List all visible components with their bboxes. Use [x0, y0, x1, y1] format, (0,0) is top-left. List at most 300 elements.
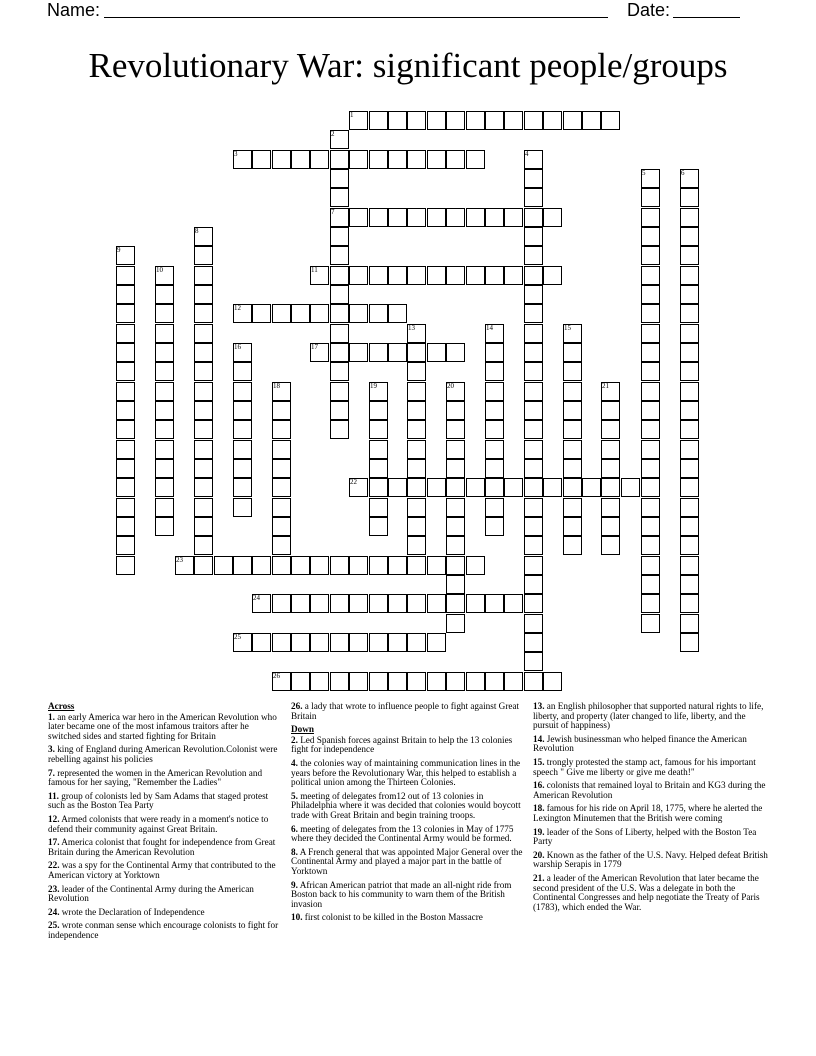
grid-cell[interactable]	[155, 517, 174, 536]
grid-cell[interactable]	[446, 420, 465, 439]
grid-cell[interactable]	[291, 594, 310, 613]
grid-cell[interactable]	[601, 498, 620, 517]
grid-cell[interactable]	[407, 343, 426, 362]
grid-cell[interactable]	[291, 304, 310, 323]
grid-cell[interactable]	[407, 556, 426, 575]
grid-cell[interactable]	[466, 150, 485, 169]
grid-cell[interactable]	[446, 672, 465, 691]
grid-cell[interactable]	[641, 517, 660, 536]
grid-cell[interactable]	[641, 440, 660, 459]
grid-cell[interactable]	[369, 150, 388, 169]
grid-cell[interactable]	[155, 459, 174, 478]
grid-cell[interactable]	[446, 594, 465, 613]
grid-cell[interactable]	[524, 536, 543, 555]
grid-cell[interactable]	[155, 343, 174, 362]
grid-cell[interactable]	[641, 343, 660, 362]
grid-cell[interactable]	[369, 111, 388, 130]
grid-cell[interactable]	[680, 362, 699, 381]
grid-cell[interactable]	[563, 111, 582, 130]
grid-cell[interactable]	[524, 575, 543, 594]
grid-cell[interactable]	[427, 478, 446, 497]
grid-cell[interactable]	[680, 285, 699, 304]
grid-cell[interactable]	[310, 556, 329, 575]
grid-cell[interactable]	[543, 111, 562, 130]
grid-cell[interactable]	[330, 285, 349, 304]
grid-cell[interactable]	[466, 672, 485, 691]
grid-cell[interactable]	[485, 672, 504, 691]
grid-cell[interactable]	[194, 498, 213, 517]
grid-cell[interactable]	[485, 420, 504, 439]
grid-cell[interactable]	[446, 536, 465, 555]
grid-cell[interactable]	[563, 517, 582, 536]
grid-cell[interactable]	[155, 420, 174, 439]
grid-cell[interactable]	[524, 208, 543, 227]
grid-cell[interactable]	[446, 111, 465, 130]
grid-cell[interactable]	[330, 188, 349, 207]
grid-cell[interactable]	[116, 266, 135, 285]
grid-cell[interactable]	[427, 150, 446, 169]
grid-cell[interactable]	[485, 401, 504, 420]
grid-cell[interactable]	[680, 208, 699, 227]
grid-cell[interactable]	[601, 440, 620, 459]
grid-cell[interactable]	[446, 208, 465, 227]
grid-cell[interactable]	[388, 150, 407, 169]
grid-cell[interactable]	[214, 556, 233, 575]
grid-cell[interactable]	[155, 478, 174, 497]
grid-cell[interactable]	[524, 362, 543, 381]
grid-cell[interactable]	[272, 536, 291, 555]
grid-cell[interactable]	[563, 382, 582, 401]
grid-cell[interactable]	[116, 440, 135, 459]
grid-cell[interactable]	[680, 614, 699, 633]
grid-cell[interactable]	[194, 556, 213, 575]
grid-cell[interactable]	[680, 575, 699, 594]
grid-cell[interactable]	[369, 633, 388, 652]
grid-cell[interactable]	[291, 556, 310, 575]
grid-cell[interactable]	[601, 459, 620, 478]
grid-cell[interactable]	[369, 440, 388, 459]
grid-cell[interactable]	[524, 672, 543, 691]
grid-cell[interactable]	[233, 440, 252, 459]
grid-cell[interactable]	[524, 633, 543, 652]
grid-cell[interactable]	[680, 517, 699, 536]
grid-cell[interactable]	[524, 111, 543, 130]
grid-cell[interactable]	[407, 672, 426, 691]
grid-cell[interactable]	[310, 304, 329, 323]
grid-cell[interactable]	[641, 420, 660, 439]
grid-cell[interactable]	[446, 556, 465, 575]
grid-cell[interactable]	[194, 324, 213, 343]
grid-cell[interactable]	[680, 401, 699, 420]
grid-cell[interactable]	[641, 266, 660, 285]
grid-cell[interactable]	[194, 343, 213, 362]
grid-cell[interactable]	[621, 478, 640, 497]
grid-cell[interactable]	[116, 362, 135, 381]
grid-cell[interactable]	[504, 111, 523, 130]
grid-cell[interactable]	[116, 401, 135, 420]
grid-cell[interactable]	[194, 440, 213, 459]
grid-cell[interactable]	[543, 478, 562, 497]
grid-cell[interactable]	[272, 594, 291, 613]
grid-cell[interactable]	[407, 362, 426, 381]
grid-cell[interactable]	[601, 517, 620, 536]
grid-cell[interactable]	[369, 478, 388, 497]
grid-cell[interactable]	[252, 556, 271, 575]
grid-cell[interactable]	[485, 478, 504, 497]
grid-cell[interactable]	[349, 266, 368, 285]
grid-cell[interactable]	[272, 478, 291, 497]
grid-cell[interactable]	[563, 401, 582, 420]
grid-cell[interactable]	[155, 324, 174, 343]
grid-cell[interactable]	[504, 266, 523, 285]
grid-cell[interactable]	[524, 478, 543, 497]
grid-cell[interactable]	[485, 440, 504, 459]
grid-cell[interactable]	[272, 556, 291, 575]
grid-cell[interactable]	[524, 227, 543, 246]
grid-cell[interactable]	[116, 324, 135, 343]
grid-cell[interactable]	[680, 382, 699, 401]
grid-cell[interactable]	[524, 401, 543, 420]
grid-cell[interactable]	[680, 227, 699, 246]
grid-cell[interactable]	[680, 343, 699, 362]
grid-cell[interactable]	[641, 304, 660, 323]
grid-cell[interactable]	[466, 594, 485, 613]
grid-cell[interactable]	[233, 420, 252, 439]
grid-cell[interactable]	[233, 478, 252, 497]
grid-cell[interactable]	[388, 556, 407, 575]
grid-cell[interactable]	[641, 401, 660, 420]
grid-cell[interactable]	[524, 517, 543, 536]
grid-cell[interactable]	[194, 304, 213, 323]
grid-cell[interactable]	[485, 343, 504, 362]
grid-cell[interactable]	[601, 111, 620, 130]
grid-cell[interactable]	[194, 285, 213, 304]
grid-cell[interactable]	[485, 498, 504, 517]
grid-cell[interactable]	[680, 246, 699, 265]
grid-cell[interactable]	[388, 478, 407, 497]
grid-cell[interactable]	[194, 420, 213, 439]
grid-cell[interactable]	[272, 150, 291, 169]
grid-cell[interactable]	[641, 246, 660, 265]
grid-cell[interactable]	[330, 362, 349, 381]
grid-cell[interactable]	[466, 556, 485, 575]
grid-cell[interactable]	[194, 362, 213, 381]
grid-cell[interactable]	[233, 498, 252, 517]
grid-cell[interactable]	[194, 459, 213, 478]
grid-cell[interactable]	[349, 556, 368, 575]
grid-cell[interactable]	[194, 517, 213, 536]
grid-cell[interactable]	[407, 420, 426, 439]
grid-cell[interactable]	[233, 382, 252, 401]
grid-cell[interactable]	[116, 517, 135, 536]
grid-cell[interactable]	[524, 440, 543, 459]
grid-cell[interactable]	[194, 382, 213, 401]
grid-cell[interactable]	[641, 227, 660, 246]
grid-cell[interactable]	[543, 672, 562, 691]
grid-cell[interactable]	[272, 459, 291, 478]
grid-cell[interactable]	[427, 266, 446, 285]
grid-cell[interactable]	[601, 401, 620, 420]
grid-cell[interactable]	[155, 304, 174, 323]
grid-cell[interactable]	[641, 556, 660, 575]
grid-cell[interactable]	[116, 536, 135, 555]
grid-cell[interactable]	[485, 266, 504, 285]
grid-cell[interactable]	[485, 208, 504, 227]
grid-cell[interactable]	[233, 459, 252, 478]
grid-cell[interactable]	[680, 556, 699, 575]
grid-cell[interactable]	[252, 633, 271, 652]
grid-cell[interactable]	[116, 556, 135, 575]
grid-cell[interactable]	[407, 266, 426, 285]
grid-cell[interactable]	[641, 285, 660, 304]
grid-cell[interactable]	[155, 362, 174, 381]
grid-cell[interactable]	[446, 575, 465, 594]
grid-cell[interactable]	[680, 420, 699, 439]
grid-cell[interactable]	[388, 594, 407, 613]
grid-cell[interactable]	[233, 556, 252, 575]
grid-cell[interactable]	[330, 343, 349, 362]
grid-cell[interactable]	[427, 208, 446, 227]
grid-cell[interactable]	[116, 285, 135, 304]
grid-cell[interactable]	[330, 266, 349, 285]
grid-cell[interactable]	[446, 614, 465, 633]
grid-cell[interactable]	[116, 343, 135, 362]
grid-cell[interactable]	[446, 498, 465, 517]
grid-cell[interactable]	[563, 362, 582, 381]
grid-cell[interactable]	[310, 150, 329, 169]
grid-cell[interactable]	[524, 285, 543, 304]
grid-cell[interactable]	[155, 285, 174, 304]
grid-cell[interactable]	[641, 188, 660, 207]
grid-cell[interactable]	[582, 478, 601, 497]
grid-cell[interactable]	[272, 440, 291, 459]
grid-cell[interactable]	[563, 498, 582, 517]
grid-cell[interactable]	[194, 536, 213, 555]
grid-cell[interactable]	[349, 208, 368, 227]
grid-cell[interactable]	[310, 672, 329, 691]
grid-cell[interactable]	[330, 304, 349, 323]
grid-cell[interactable]	[563, 459, 582, 478]
grid-cell[interactable]	[369, 556, 388, 575]
grid-cell[interactable]	[485, 459, 504, 478]
grid-cell[interactable]	[485, 362, 504, 381]
grid-cell[interactable]	[330, 324, 349, 343]
grid-cell[interactable]	[446, 517, 465, 536]
grid-cell[interactable]	[291, 633, 310, 652]
grid-cell[interactable]	[116, 420, 135, 439]
grid-cell[interactable]	[641, 382, 660, 401]
grid-cell[interactable]	[252, 150, 271, 169]
grid-cell[interactable]	[272, 517, 291, 536]
grid-cell[interactable]	[680, 188, 699, 207]
grid-cell[interactable]	[369, 266, 388, 285]
grid-cell[interactable]	[427, 594, 446, 613]
grid-cell[interactable]	[155, 401, 174, 420]
grid-cell[interactable]	[349, 304, 368, 323]
grid-cell[interactable]	[330, 672, 349, 691]
grid-cell[interactable]	[641, 362, 660, 381]
grid-cell[interactable]	[601, 478, 620, 497]
grid-cell[interactable]	[582, 111, 601, 130]
grid-cell[interactable]	[330, 594, 349, 613]
grid-cell[interactable]	[369, 517, 388, 536]
grid-cell[interactable]	[310, 594, 329, 613]
grid-cell[interactable]	[233, 362, 252, 381]
grid-cell[interactable]	[272, 498, 291, 517]
grid-cell[interactable]	[407, 536, 426, 555]
grid-cell[interactable]	[680, 440, 699, 459]
grid-cell[interactable]	[155, 498, 174, 517]
grid-cell[interactable]	[446, 440, 465, 459]
grid-cell[interactable]	[466, 266, 485, 285]
grid-cell[interactable]	[330, 401, 349, 420]
grid-cell[interactable]	[466, 208, 485, 227]
grid-cell[interactable]	[369, 420, 388, 439]
grid-cell[interactable]	[427, 633, 446, 652]
grid-cell[interactable]	[504, 672, 523, 691]
grid-cell[interactable]	[446, 343, 465, 362]
grid-cell[interactable]	[155, 440, 174, 459]
grid-cell[interactable]	[330, 633, 349, 652]
grid-cell[interactable]	[524, 246, 543, 265]
grid-cell[interactable]	[407, 633, 426, 652]
grid-cell[interactable]	[446, 266, 465, 285]
grid-cell[interactable]	[369, 498, 388, 517]
grid-cell[interactable]	[680, 478, 699, 497]
grid-cell[interactable]	[524, 343, 543, 362]
grid-cell[interactable]	[194, 266, 213, 285]
grid-cell[interactable]	[330, 556, 349, 575]
grid-cell[interactable]	[641, 614, 660, 633]
grid-cell[interactable]	[524, 556, 543, 575]
grid-cell[interactable]	[446, 401, 465, 420]
grid-cell[interactable]	[349, 150, 368, 169]
grid-cell[interactable]	[330, 382, 349, 401]
grid-cell[interactable]	[369, 304, 388, 323]
grid-cell[interactable]	[407, 382, 426, 401]
grid-cell[interactable]	[680, 633, 699, 652]
grid-cell[interactable]	[330, 150, 349, 169]
grid-cell[interactable]	[330, 246, 349, 265]
grid-cell[interactable]	[388, 304, 407, 323]
grid-cell[interactable]	[680, 304, 699, 323]
grid-cell[interactable]	[641, 208, 660, 227]
grid-cell[interactable]	[407, 517, 426, 536]
grid-cell[interactable]	[524, 652, 543, 671]
grid-cell[interactable]	[563, 478, 582, 497]
grid-cell[interactable]	[407, 498, 426, 517]
grid-cell[interactable]	[252, 304, 271, 323]
grid-cell[interactable]	[427, 556, 446, 575]
grid-cell[interactable]	[641, 594, 660, 613]
grid-cell[interactable]	[272, 401, 291, 420]
grid-cell[interactable]	[291, 672, 310, 691]
grid-cell[interactable]	[485, 517, 504, 536]
grid-cell[interactable]	[369, 594, 388, 613]
grid-cell[interactable]	[272, 420, 291, 439]
grid-cell[interactable]	[407, 459, 426, 478]
grid-cell[interactable]	[446, 478, 465, 497]
grid-cell[interactable]	[194, 478, 213, 497]
grid-cell[interactable]	[563, 536, 582, 555]
grid-cell[interactable]	[291, 150, 310, 169]
grid-cell[interactable]	[680, 266, 699, 285]
grid-cell[interactable]	[349, 594, 368, 613]
grid-cell[interactable]	[407, 440, 426, 459]
grid-cell[interactable]	[524, 169, 543, 188]
grid-cell[interactable]	[524, 498, 543, 517]
grid-cell[interactable]	[446, 150, 465, 169]
grid-cell[interactable]	[641, 324, 660, 343]
grid-cell[interactable]	[194, 246, 213, 265]
grid-cell[interactable]	[369, 401, 388, 420]
grid-cell[interactable]	[641, 498, 660, 517]
grid-cell[interactable]	[563, 420, 582, 439]
grid-cell[interactable]	[407, 208, 426, 227]
grid-cell[interactable]	[116, 382, 135, 401]
grid-cell[interactable]	[407, 150, 426, 169]
grid-cell[interactable]	[641, 478, 660, 497]
grid-cell[interactable]	[369, 343, 388, 362]
grid-cell[interactable]	[504, 594, 523, 613]
grid-cell[interactable]	[641, 536, 660, 555]
grid-cell[interactable]	[563, 343, 582, 362]
grid-cell[interactable]	[349, 672, 368, 691]
grid-cell[interactable]	[330, 169, 349, 188]
grid-cell[interactable]	[601, 536, 620, 555]
grid-cell[interactable]	[233, 401, 252, 420]
grid-cell[interactable]	[524, 459, 543, 478]
grid-cell[interactable]	[524, 382, 543, 401]
grid-cell[interactable]	[680, 459, 699, 478]
grid-cell[interactable]	[330, 420, 349, 439]
grid-cell[interactable]	[641, 459, 660, 478]
grid-cell[interactable]	[388, 266, 407, 285]
grid-cell[interactable]	[116, 304, 135, 323]
grid-cell[interactable]	[466, 478, 485, 497]
grid-cell[interactable]	[116, 459, 135, 478]
grid-cell[interactable]	[485, 382, 504, 401]
grid-cell[interactable]	[369, 208, 388, 227]
grid-cell[interactable]	[407, 401, 426, 420]
grid-cell[interactable]	[524, 614, 543, 633]
grid-cell[interactable]	[563, 440, 582, 459]
grid-cell[interactable]	[194, 401, 213, 420]
grid-cell[interactable]	[543, 266, 562, 285]
grid-cell[interactable]	[427, 111, 446, 130]
grid-cell[interactable]	[524, 266, 543, 285]
grid-cell[interactable]	[388, 633, 407, 652]
grid-cell[interactable]	[407, 478, 426, 497]
grid-cell[interactable]	[272, 633, 291, 652]
grid-cell[interactable]	[388, 672, 407, 691]
grid-cell[interactable]	[504, 208, 523, 227]
grid-cell[interactable]	[349, 343, 368, 362]
grid-cell[interactable]	[485, 594, 504, 613]
grid-cell[interactable]	[349, 633, 368, 652]
grid-cell[interactable]	[427, 672, 446, 691]
grid-cell[interactable]	[272, 304, 291, 323]
grid-cell[interactable]	[427, 343, 446, 362]
grid-cell[interactable]	[369, 459, 388, 478]
grid-cell[interactable]	[601, 420, 620, 439]
grid-cell[interactable]	[680, 498, 699, 517]
grid-cell[interactable]	[641, 575, 660, 594]
grid-cell[interactable]	[116, 478, 135, 497]
grid-cell[interactable]	[680, 594, 699, 613]
grid-cell[interactable]	[407, 594, 426, 613]
grid-cell[interactable]	[524, 324, 543, 343]
